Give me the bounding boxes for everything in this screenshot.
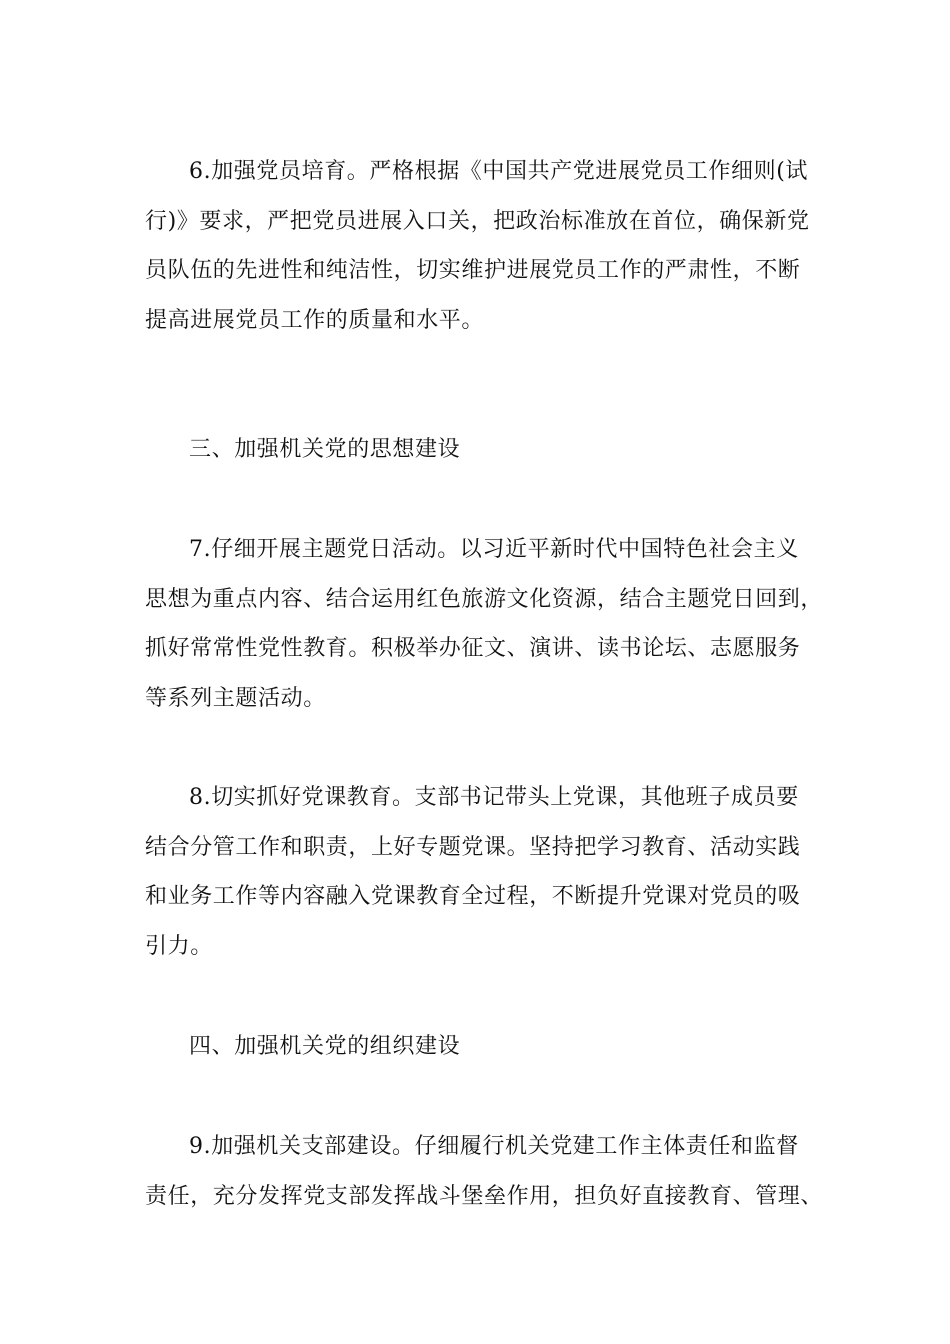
paragraph-line: 和业务工作等内容融入党课教育全过程，不断提升党课对党员的吸 <box>145 884 801 909</box>
paragraph-line: 等系列主题活动。 <box>145 685 326 711</box>
paragraph-line: 行)》要求，严把党员进展入口关，把政治标准放在首位，确保新党 <box>145 208 810 234</box>
paragraph-line: 9.加强机关支部建设。仔细履行机关党建工作主体责任和监督 <box>189 1134 799 1159</box>
paragraph-line: 抓好常常性党性教育。积极举办征文、演讲、读书论坛、志愿服务 <box>145 636 801 661</box>
paragraph-item-8 <box>145 773 825 971</box>
paragraph-line: 提高进展党员工作的质量和水平。 <box>145 307 485 333</box>
heading-text: 三、加强机关党的思想建设 <box>189 437 461 462</box>
paragraph-line: 责任，充分发挥党支部发挥战斗堡垒作用，担负好直接教育、管理、 <box>145 1183 824 1209</box>
paragraph-item-7 <box>145 525 825 723</box>
paragraph-line: 8.切实抓好党课教育。支部书记带头上党课，其他班子成员要 <box>189 785 799 810</box>
paragraph-line: 思想为重点内容、结合运用红色旅游文化资源，结合主题党日回到， <box>145 586 824 612</box>
section-heading-4 <box>189 1022 869 1072</box>
paragraph-line: 7.仔细开展主题党日活动。以习近平新时代中国特色社会主义 <box>189 537 799 562</box>
paragraph-line: 结合分管工作和职责，上好专题党课。坚持把学习教育、活动实践 <box>145 834 801 860</box>
paragraph-line: 引力。 <box>145 933 213 959</box>
paragraph-line: 6.加强党员培育。严格根据《中国共产党进展党员工作细则(试 <box>189 159 808 184</box>
section-heading-3 <box>189 425 869 475</box>
paragraph-item-6 <box>145 147 825 345</box>
paragraph-item-9 <box>145 1122 825 1221</box>
heading-text: 四、加强机关党的组织建设 <box>189 1034 461 1059</box>
paragraph-line: 员队伍的先进性和纯洁性，切实维护进展党员工作的严肃性，不断 <box>145 258 801 283</box>
